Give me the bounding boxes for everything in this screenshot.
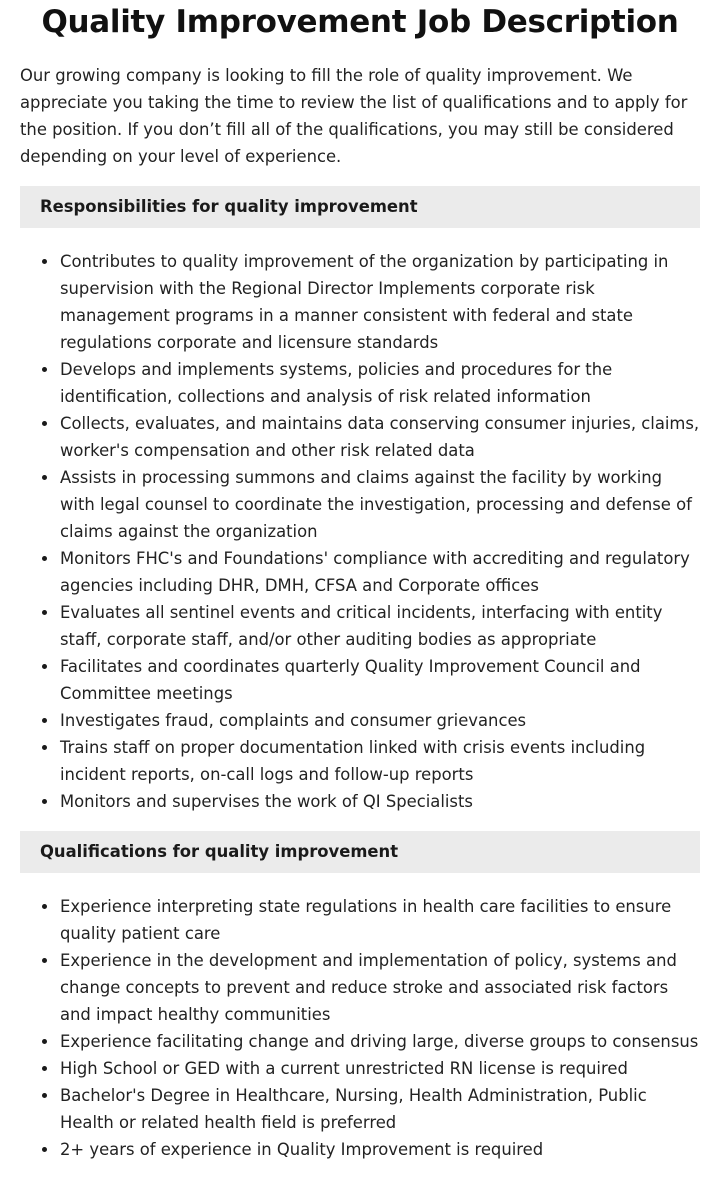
- list-item: Experience interpreting state regulations in health care facilities to ensure quality patient care: [20, 893, 700, 947]
- list-item: High School or GED with a current unrestricted RN license is required: [20, 1055, 700, 1082]
- list-item: 2+ years of experience in Quality Improvement is required: [20, 1136, 700, 1163]
- list-item: Trains staff on proper documentation linked with crisis events including incident reports, on-call logs and follow-up reports: [20, 734, 700, 788]
- list-item: Develops and implements systems, policies and procedures for the identification, collections and analysis of risk related information: [20, 356, 700, 410]
- list-item: Contributes to quality improvement of the organization by participating in supervision with the Regional Director Implements corporate risk management programs in a manner consistent with federal and state regulations corporate and licensure standards: [20, 248, 700, 356]
- responsibilities-list: [20, 248, 700, 815]
- qualifications-heading: Qualifications for quality improvement: [20, 831, 700, 873]
- intro-paragraph: Our growing company is looking to fill the role of quality improvement. We appreciate you taking the time to review the list of qualifications and to apply for the position. If you don’t fill all of the qualifications, you may still be considered depending on your level of experience.: [20, 66, 688, 166]
- list-item: Experience in the development and implementation of policy, systems and change concepts to prevent and reduce stroke and associated risk factors and impact healthy communities: [20, 947, 700, 1028]
- list-item: Experience facilitating change and driving large, diverse groups to consensus: [20, 1028, 700, 1055]
- list-item: Investigates fraud, complaints and consumer grievances: [20, 707, 700, 734]
- list-item: Assists in processing summons and claims against the facility by working with legal counsel to coordinate the investigation, processing and defense of claims against the organization: [20, 464, 700, 545]
- list-item: Monitors and supervises the work of QI Specialists: [20, 788, 700, 815]
- list-item: Monitors FHC's and Foundations' compliance with accrediting and regulatory agencies including DHR, DMH, CFSA and Corporate offices: [20, 545, 700, 599]
- qualifications-list: [20, 893, 700, 1163]
- list-item: Collects, evaluates, and maintains data conserving consumer injuries, claims, worker's compensation and other risk related data: [20, 410, 700, 464]
- page-title: Quality Improvement Job Description: [41, 4, 679, 40]
- list-item: Bachelor's Degree in Healthcare, Nursing, Health Administration, Public Health or related health field is preferred: [20, 1082, 700, 1136]
- list-item: Evaluates all sentinel events and critical incidents, interfacing with entity staff, corporate staff, and/or other auditing bodies as appropriate: [20, 599, 700, 653]
- list-item: Facilitates and coordinates quarterly Quality Improvement Council and Committee meetings: [20, 653, 700, 707]
- responsibilities-heading: Responsibilities for quality improvement: [20, 186, 700, 228]
